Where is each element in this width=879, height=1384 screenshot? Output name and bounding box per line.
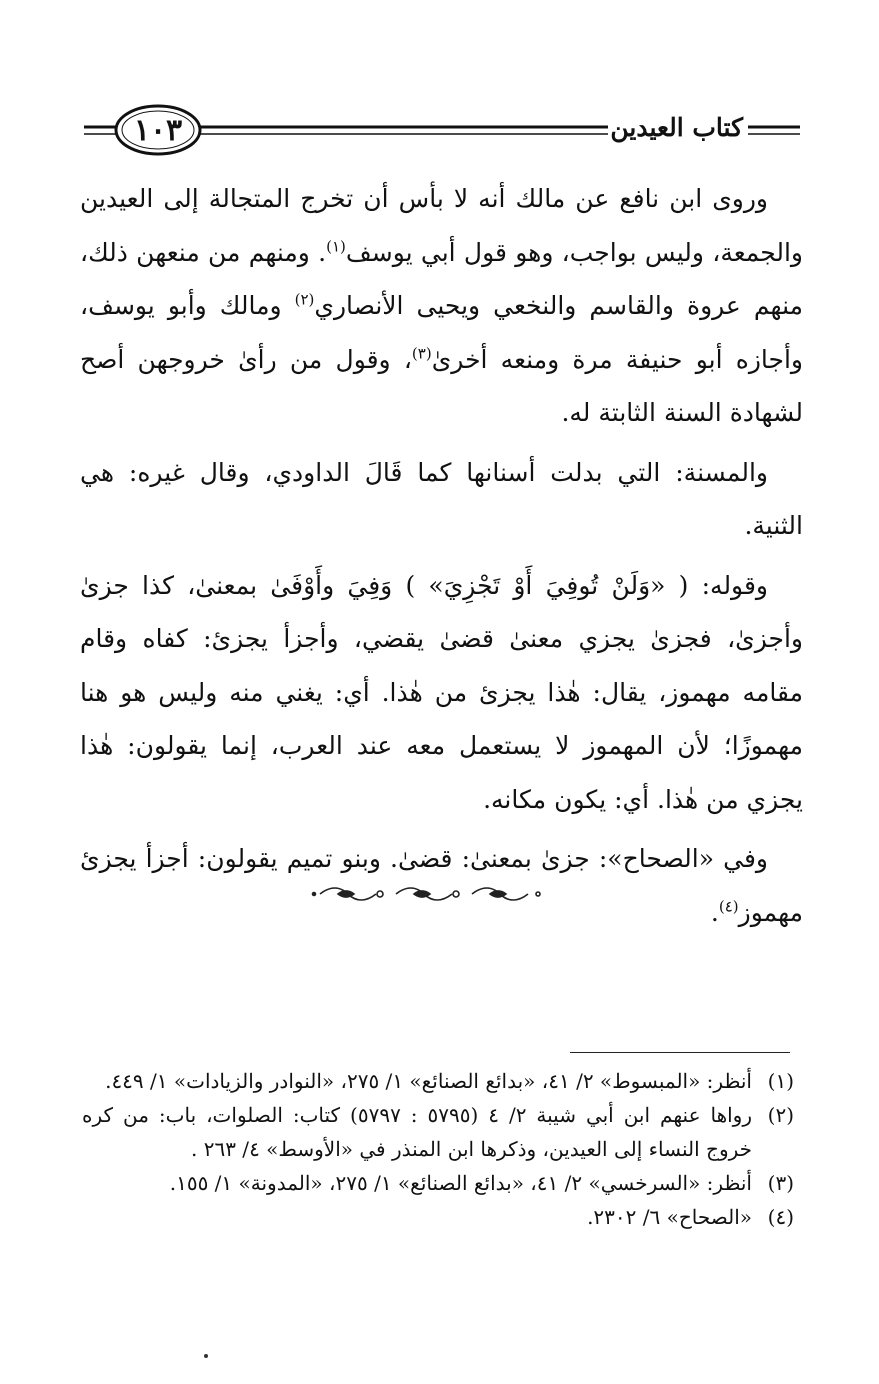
footnote-number: (٢) (767, 1103, 794, 1127)
footnote (82, 1200, 794, 1234)
text-run: ومالك وأبو يوسف، وأجازه أبو حنيفة مرة ومنعه أخرىٰ (80, 291, 803, 374)
footnote (82, 1064, 794, 1098)
running-title: كتاب العيدين (610, 113, 743, 142)
text-run: وفي «الصحاح»: جزىٰ بمعنىٰ: قضىٰ. وبنو تميم يقولون: أجزأ يجزئ مهموز (80, 844, 803, 927)
footnote-text: رواها عنهم ابن أبي شيبة ٢/ ٤ (٥٧٩٥ : ٥٧٩٧) كتاب: الصلوات، باب: من كره خروج النساء إلى العيدين، وذكرها ابن المنذر في «الأوسط» ٤/ ٢٦٣ . (82, 1103, 752, 1161)
footnote-text: أنظر: «المبسوط» ٢/ ٤١، «بدائع الصنائع» ١/ ٢٧٥، «النوادر والزيادات» ١/ ٤٤٩. (105, 1069, 752, 1093)
footnotes (82, 1064, 794, 1234)
footnote-separator (570, 1052, 790, 1053)
footnote-text: «الصحاح» ٦/ ٢٣٠٢. (587, 1205, 752, 1229)
paragraph: والمسنة: التي بدلت أسنانها كما قَالَ الداودي، وقال غيره: هي الثنية. (80, 457, 803, 540)
footnote-ref: (٤) (718, 897, 739, 916)
footnote (82, 1166, 794, 1200)
footnote (82, 1098, 794, 1166)
text-run: ، وقول من رأىٰ خروجهن أصح لشهادة السنة الثابتة له. (80, 344, 803, 427)
text-run: . (710, 897, 719, 927)
page-number: ١٠٣ (133, 112, 183, 148)
body-text (80, 172, 803, 939)
footnote-text: أنظر: «السرخسي» ٢/ ٤١، «بدائع الصنائع» ١/ ٢٧٥، «المدونة» ١/ ١٥٥. (169, 1171, 752, 1195)
footnote-number: (١) (767, 1069, 794, 1093)
section-divider-ornament (310, 882, 550, 906)
footnote-number: (٣) (767, 1171, 794, 1195)
footnote-ref: (٢) (294, 290, 315, 309)
paragraph: وقوله: ( «وَلَنْ تُوفِيَ أَوْ تَجْزِيَ» ) وَفِيَ وأَوْفَىٰ بمعنىٰ، كذا جزىٰ وأجزىٰ، فجزىٰ يجزي معنىٰ قضىٰ يقضي، وأجزأ يجزئ: كفاه وقام مقامه مهموز، يقال: هٰذا يجزئ من هٰذا. أي: يغني منه وليس هو هنا مهموزًا؛ لأن المهموز لا يستعمل معه عند العرب، إنما يقولون: هٰذا يجزي من هٰذا. أي: يكون مكانه. (80, 570, 803, 814)
paragraph (80, 172, 803, 440)
text-run: . ومنهم من منعهن ذلك، منهم عروة والقاسم والنخعي ويحيى الأنصاري (80, 237, 803, 320)
scan-speck (204, 1354, 208, 1358)
text-run: وروى ابن نافع عن مالك أنه لا بأس أن تخرج المتجالة إلى العيدين والجمعة، وليس بواجب، وهو قول أبي يوسف (80, 184, 804, 267)
footnote-ref: (١) (326, 237, 346, 256)
footnote-number: (٤) (767, 1205, 794, 1229)
footnote-ref: (٣) (411, 344, 432, 363)
